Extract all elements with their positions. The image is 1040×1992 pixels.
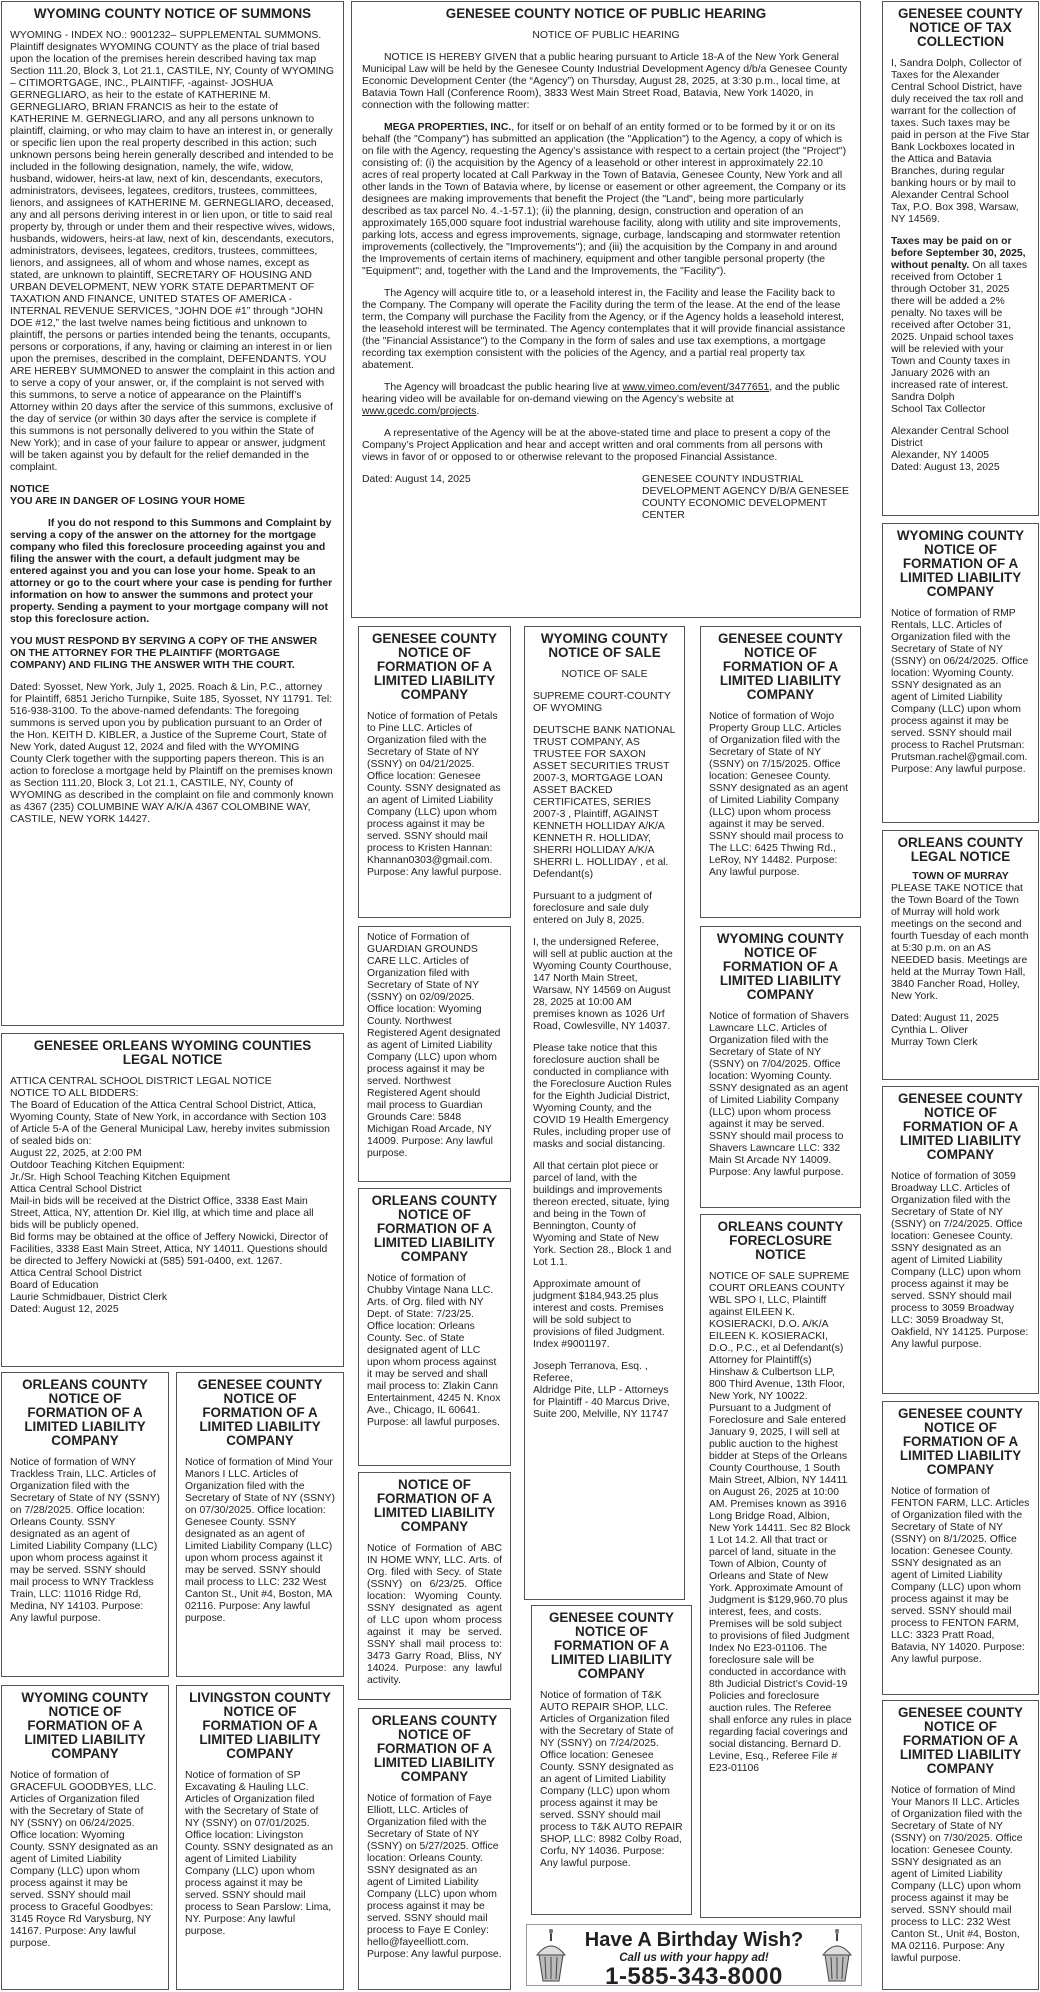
notice-body-text: , and the public hearing video will be available for on-demand viewing on the Agency’s website at xyxy=(362,382,840,405)
cupcake-icon xyxy=(533,1929,569,1983)
notice-body: Notice of Formation of ABC IN HOME WNY, LLC. Arts. of Org. filed with Secy. of State (SSNY) on 6/23/25. Office location: Wyoming County. SSNY designated as agent of LLC upon whom process against it may be served. SSNY shall mail process to: 3473 Garry Road, Bliss, NY 14024. Purpose: any lawful activity. xyxy=(367,1543,502,1686)
notice-dated: Dated: August 11, 2025 Cynthia L. Oliver Murray Town Clerk xyxy=(891,1013,999,1048)
notice-body: DEUTSCHE BANK NATIONAL TRUST COMPANY, AS TRUSTEE FOR SAXON ASSET SECURITIES TRUST 2007-3, MORTGAGE LOAN ASSET BACKED CERTIFICATES, SERIES 2007-3 , Plaintiff, AGAINST KENNETH HOLLIDAY A/K/A KENNETH R. HOLLIDAY, SHERRI HOLLIDAY A/K/A SHERRI L. HOLLIDAY , et al. Defendant(s) xyxy=(533,725,676,880)
notice-body: Notice of formation of 3059 Broadway LLC. Articles of Organization filed with the Secretary of State of NY (SSNY) on 7/24/2025. Office location: Genesee County. SSNY designated as an agent of Limited Liability Company (LLC) upon whom process against it may be served. SSNY should mail process to 3059 Broadway LLC: 3059 Broadway St, Oakfield, NY 14125. Purpose: Any lawful purpose. xyxy=(891,1171,1029,1350)
company-name: MEGA PROPERTIES, INC. xyxy=(384,122,512,133)
llc-sp-excavating-notice xyxy=(176,1685,344,1990)
notice-body: A representative of the Agency will be at the above-stated time and place to present a copy of the Company’s Project Application and hear and accept written and oral comments from all persons with views in favor of or opposed to or otherwise relevant to the proposed Financial Assistance. xyxy=(362,428,831,463)
cupcake-icon xyxy=(819,1929,855,1983)
llc-wojo-property-notice xyxy=(700,626,861,918)
notice-title: GENESEE COUNTY NOTICE OF PUBLIC HEARING xyxy=(445,6,767,21)
notice-heading: NOTICE YOU ARE IN DANGER OF LOSING YOUR HOME xyxy=(10,484,245,507)
wyoming-notice-of-sale xyxy=(524,626,685,1600)
attica-legal-notice xyxy=(1,1033,344,1367)
notice-title: GENESEE COUNTY NOTICE OF TAX COLLECTION xyxy=(897,6,1023,49)
notice-title: ORLEANS COUNTY LEGAL NOTICE xyxy=(897,835,1024,864)
notice-title: GENESEE COUNTY NOTICE OF FORMATION OF A LIMITED LIABILITY COMPANY xyxy=(548,1610,674,1681)
notice-body-text: . xyxy=(476,406,480,417)
llc-rmp-rentals-notice xyxy=(882,523,1039,823)
notice-body: I, the undersigned Referee, will sell at public auction at the Wyoming County Courthouse, 147 North Main Street, Warsaw, NY 14569 on August 28, 2025 at 10:00 AM premises known as 1026 Urf Road, Cowlesville, NY 14037. xyxy=(533,937,673,1032)
notice-title: ORLEANS COUNTY NOTICE OF FORMATION OF A LIMITED LIABILITY COMPANY xyxy=(22,1377,148,1448)
notice-body: If you do not respond to this Summons and Complaint by serving a copy of the answer on the attorney for the mortgage company who filed this foreclosure proceeding against you and filing the answer with the court, a default judgment may be entered against you and you can lose your home. Speak to an attorney or go to the court where your case is pending for further information on how to answer the summons and protect your property. Sending a payment to your mortgage company will not stop this foreclosure action. xyxy=(10,518,333,625)
notice-body: All that certain plot piece or parcel of land, with the buildings and improvements thereon erected, situate, lying and being in the Town of Bennington, County of Wyoming and State of New York. Section 28., Block 1 and Lot 1.1. xyxy=(533,1161,672,1268)
notice-body: NOTICE OF SALE SUPREME COURT ORLEANS COUNTY WBL SPO I, LLC, Plaintiff against EILEEN K. KOSIERACKI, D.O. A/K/A EILEEN K. KOSIERACKI, D.O., P.C., et al Defendant(s) Attorney for Plaintiff(s) Hinshaw & Culbertson LLP, 800 Third Avenue, 13th Floor, New York, NY 10022. Pursuant to a Judgment of Foreclosure and Sale entered January 9, 2025, I will sell at public auction to the highest bidder at Steps of the Orleans County Courthouse, 1 South Main Street, Albion, NY 14411 on August 26, 2025 at 10:00 AM. Premises known as 3916 Long Bridge Road, Albion, New York 14411. Sec 82 Block 1 Lot 14.2. All that tract or parcel of land, situate in the Town of Albion, County of Orleans and State of New York. Approximate Amount of Judgment is $129,960.70 plus interest, fees, and costs. Premises will be sold subject to provisions of filed Judgment Index No E23-01106. The foreclosure sale will be conducted in accordance with 8th Judicial District’s Covid-19 Policies and foreclosure auction rules. The Referee shall enforce any rules in place regarding facial coverings and social distancing. Bernard D. Levine, Esq., Referee File # E23-01106 xyxy=(709,1271,852,1774)
notice-title: GENESEE COUNTY NOTICE OF FORMATION OF A LIMITED LIABILITY COMPANY xyxy=(897,1705,1023,1776)
notice-body: Notice of Formation of GUARDIAN GROUNDS CARE LLC. Articles of Organization filed with Secretary of State of NY (SSNY) on 02/09/2025. Office location: Wyoming County. Northwest Registered Agent designated as agent of Limited Liability Company (LLC) upon whom process against it may be served. Northwest Registered Agent should mail process to Guardian Grounds Care: 5848 Michigan Road Arcade, NY 14009. Purpose: Any lawful purpose. xyxy=(367,932,501,1159)
ad-headline: Have A Birthday Wish? xyxy=(584,1929,804,1951)
gcedc-link[interactable]: www.gcedc.com/projects xyxy=(362,406,477,417)
llc-fenton-farm-notice xyxy=(882,1401,1039,1695)
llc-chubby-vintage-notice xyxy=(358,1188,511,1466)
notice-body: Dated: Syosset, New York, July 1, 2025. Roach & Lin, P.C., attorney for Plaintiff, 6851 Jericho Turnpike, Suite 185, Syosset, NY 11791. Tel: 516-938-3100. To the above-named defendants: The foregoing summons is served upon you by publication pursuant to an Order of the Hon. KEITH D. KIBLER, a Justice of the Supreme Court, State of New York, dated August 12, 2024 and filed with the WYOMING County Clerk together with the supporting papers thereon. This is an action to foreclose a mortgage held by Plaintiff on the premises known as Section 111.20, Block 3, Lot 21.1, CASTILE, NY, County of WYOMING as described in the complaint on file and commonly known as 4367 (235) COLUMBINE WAY A/K/A 4367 COLOMBINE WAY, CASTILE, NEW YORK 14427. xyxy=(10,682,334,825)
notice-body: WYOMING - INDEX NO.: 9001232– SUPPLEMENTAL SUMMONS. Plaintiff designates WYOMING COUNTY as the place of trial based upon the location of the premises herein described having tax map Section 111.20, Block 3, Lot 21.1, CASTILE, NY, County of WYOMING – CITIMORTGAGE, INC., PLAINTIFF, -against- JOSHUA GERNEGLIARO, as heir to the estate of KATHERINE M. GERNEGLIARO, BRIAN FRANCIS as heir to the estate of KATHERINE M. GERNEGLIARO, and any all persons unknown to plaintiff, claiming, or who may claim to have an interest in, or generally or specific lien upon the real property described in this action; such unknown persons being herein generally described and intended to be included in the following designation, namely, the wife, widow, husband, widower, heirs-at law, next of kin, descendants, executors, administrators, devisees, legatees, creditors, trustees, committees, lienors, and assignees of KATHERINE M. GERNEGLIARO, deceased, any and all persons deriving interest in or lien upon, or title to said real property by, through or under them and their respective wives, widows, husbands, widowers, heirs-at law, next of kin, descendants, executors, administrators, devisees, legatees, creditors, trustees, committees, lienors, and assignees, all of whom and whose names, except as stated, are unknown to plaintiff, SECRETARY OF HOUSING AND URBAN DEVELOPMENT, NEW YORK STATE DEPARTMENT OF TAXATION AND FINANCE, UNITED STATES OF AMERICA - INTERNAL REVENUE SERVICES, “JOHN DOE #1” through “JOHN DOE #12,” the last twelve names being fictitious and unknown to plaintiff, the persons or parties intended being the tenants, occupants, persons or corporations, if any, having or claiming an interest in or lien upon the premises, described in the complaint, DEFENDANTS. YOU ARE HEREBY SUMMONED to answer the complaint in this action and to serve a copy of your answer, or, if the complaint is not served with this summons, to serve a notice of appearance on the Plaintiff’s Attorney within 20 days after the service of this summons, exclusive of the day of service (or within 30 days after the service is complete if this summons is not personally delivered to you within the State of New York); and in case of your failure to appear or answer, judgment will be taken against you by default for the relief demanded in the complaint. xyxy=(10,30,335,473)
llc-mind-your-manors-i-notice xyxy=(176,1372,344,1677)
notice-body: SUPREME COURT-COUNTY OF WYOMING xyxy=(533,691,671,714)
birthday-wish-ad[interactable] xyxy=(526,1924,862,1990)
notice-body: Alexander Central School District Alexander, NY 14005 Dated: August 13, 2025 xyxy=(891,426,1009,473)
notice-body: Approximate amount of judgment $184,943.25 plus interest and costs. Premises will be sold subject to provisions of filed Judgment. Index #9001197. xyxy=(533,1279,665,1350)
notice-body: Notice of formation of RMP Rentals, LLC. Articles of Organization filed with the Secretary of State of NY (SSNY) on 06/24/2025. Office location: Wyoming County. SSNY designated as an agent of Limited Liability Company (LLC) upon whom process against it may be served. SSNY should mail process to Rachel Prutsman: Prutsman.rachel@gmail.com. Purpose: Any lawful purpose. xyxy=(891,608,1029,775)
llc-3059-broadway-notice xyxy=(882,1086,1039,1394)
notice-body: Notice of formation of WNY Trackless Train, LLC. Articles of Organization filed with the Secretary of State of NY (SSNY) on 7/28/2025. Office location: Orleans County. SSNY designated as an agent of Limited Liability Company (LLC) upon whom process against it may be served. SSNY should mail process to WNY Trackless Train, LLC: 11016 Ridge Rd, Medina, NY 14103. Purpose: Any lawful purpose. xyxy=(10,1457,160,1624)
notice-title: GENESEE COUNTY NOTICE OF FORMATION OF A LIMITED LIABILITY COMPANY xyxy=(197,1377,323,1448)
llc-mind-your-manors-ii-notice xyxy=(882,1700,1039,1990)
ad-phone[interactable]: 1-585-343-8000 xyxy=(605,1963,783,1990)
notice-title: GENESEE COUNTY NOTICE OF FORMATION OF A LIMITED LIABILITY COMPANY xyxy=(717,631,843,702)
tax-collection-notice xyxy=(882,1,1039,516)
notice-body: PLEASE TAKE NOTICE that the Town Board of the Town of Murray will hold work meetings on the second and fourth Tuesday of each month at 5:30 p.m. on an AS NEEDED basis. Meetings are held at the Murray Town Hall, 3840 Fancher Road, Holley, New York. xyxy=(891,883,1029,1002)
penalty-deadline: Taxes may be paid on or before September 30, 2025, without penalty. xyxy=(891,236,1026,271)
notice-body: Notice of formation of Mind Your Manors I LLC. Articles of Organization filed with the Secretary of State of NY (SSNY) on 07/30/2025. Office location: Genesee County. SSNY designated as an agent of Limited Liability Company (LLC) upon whom process against it may be served. SSNY should mail process to LLC: 232 West Canton St., Unit #4, Boston, MA 02116. Purpose: Any lawful purpose. xyxy=(185,1457,335,1624)
notice-body: Notice of formation of T&K AUTO REPAIR SHOP, LLC. Articles of Organization filed with the Secretary of State of NY (SSNY) on 7/24/2025. Office location: Genesee County. SSNY designated as an agent of Limited Liability Company (LLC) upon whom process against it may be served. SSNY should mail process to T&K AUTO REPAIR SHOP, LLC: 8982 Colby Road, Corfu, NY 14036. Purpose: Any lawful purpose. xyxy=(540,1690,683,1869)
notice-body: Notice of formation of Shavers Lawncare LLC. Articles of Organization filed with the Secretary of State of NY (SSNY) on 7/04/2025. Office location: Wyoming County. SSNY designated as an agent of Limited Liability Company (LLC) upon whom process against it may be served. SSNY should mail process to Shavers Lawncare LLC: 332 Main St Arcade NY 14009. Purpose: Any lawful purpose. xyxy=(709,1011,849,1178)
llc-shavers-lawncare-notice xyxy=(700,926,861,1208)
notice-body: Notice of formation of FENTON FARM, LLC. Articles of Organization filed with the Secretary of State of NY (SSNY) on 8/1/2025. Office location: Genesee County. SSNY designated as an agent of Limited Liability Company (LLC) upon whom process against it may be served. SSNY should mail process to FENTON FARM, LLC: 3323 Pratt Road, Batavia, NY 14020. Purpose: Any lawful purpose. xyxy=(891,1486,1030,1665)
notice-title: ORLEANS COUNTY FORECLOSURE NOTICE xyxy=(717,1219,844,1262)
notice-body: Pursuant to a judgment of foreclosure and sale duly entered on July 8, 2025. xyxy=(533,891,652,926)
notice-body: Joseph Terranova, Esq. , Referee, Aldridge Pite, LLP - Attorneys for Plaintiff - 40 Marcus Drive, Suite 200, Melville, NY 11747 xyxy=(533,1361,670,1420)
llc-abc-in-home-notice xyxy=(358,1472,511,1700)
notice-title: WYOMING COUNTY NOTICE OF SALE xyxy=(540,631,669,660)
notice-body: ATTICA CENTRAL SCHOOL DISTRICT LEGAL NOTICE NOTICE TO ALL BIDDERS: The Board of Education of the Attica Central School District, Attica, Wyoming County, State of New York, in accordance with Section 103 of Article 5-A of the General Municipal Law, hereby invites submission of sealed bids on: August 22, 2025, at 2:00 PM Outdoor Teaching Kitchen Equipment: Jr./Sr. High School Teaching Kitchen Equipment Attica Central School District Mail-in bids will be received at the District Office, 3338 East Main Street, Attica, NY, attention Dr. Kiel Illg, at which time and place all bids will be publicly opened. Bid forms may be obtained at the office of Jeffery Nowicki, Director of Facilities, 3338 East Main Street, Attica, NY 14011. Questions should be directed to Jeffery Nowicki at (585) 591-0400, ext. 1267. Attica Central School District Board of Education Laurie Schmidbauer, District Clerk Dated: August 12, 2025 xyxy=(10,1076,330,1315)
notice-body: Notice of formation of SP Excavating & Hauling LLC. Articles of Organization filed with the Secretary of State of NY (SSNY) on 07/01/2025. Office location: Livingston County. SSNY designated as an agent of Limited Liability Company (LLC) upon whom process against it may be served. SSNY should mail process to Sean Parslow: Lima, NY. Purpose: Any lawful purpose. xyxy=(185,1770,334,1937)
notice-title: LIVINGSTON COUNTY NOTICE OF FORMATION OF A LIMITED LIABILITY COMPANY xyxy=(189,1690,331,1761)
notice-title: GENESEE COUNTY NOTICE OF FORMATION OF A LIMITED LIABILITY COMPANY xyxy=(897,1091,1023,1162)
wyoming-summons-notice xyxy=(1,1,344,1026)
notice-body: Please take notice that this foreclosure auction shall be conducted in compliance with the Foreclosure Auction Rules for the Eighth Judicial District, Wyoming County, and the COVID 19 Health Emergency Rules, including proper use of masks and social distancing. xyxy=(533,1043,672,1150)
notice-title: ORLEANS COUNTY NOTICE OF FORMATION OF A LIMITED LIABILITY COMPANY xyxy=(371,1713,498,1784)
notice-title: WYOMING COUNTY NOTICE OF FORMATION OF A LIMITED LIABILITY COMPANY xyxy=(716,931,845,1002)
notice-body-text: The Agency will broadcast the public hearing live at xyxy=(384,382,623,393)
notice-title: GENESEE ORLEANS WYOMING COUNTIES LEGAL NOTICE xyxy=(33,1038,312,1067)
llc-graceful-goodbyes-notice xyxy=(1,1685,169,1990)
notice-body-text: On all taxes received from October 1 through October 31, 2025 there will be added a 2% penalty. No taxes will be received after October 31, 2025. Unpaid school taxes will be relevied with your Town and County taxes in January 2026 with an increased rate of interest. Sandra Dolph School Tax Collector xyxy=(891,260,1028,415)
notice-title: WYOMING COUNTY NOTICE OF FORMATION OF A LIMITED LIABILITY COMPANY xyxy=(21,1690,149,1761)
llc-tk-auto-notice xyxy=(531,1605,692,1915)
notice-title: GENESEE COUNTY NOTICE OF FORMATION OF A LIMITED LIABILITY COMPANY xyxy=(371,631,497,702)
notice-body: Notice of formation of Chubby Vintage Nana LLC. Arts. of Org. filed with NY Dept. of State: 7/23/25. Office location: Orleans County. Sec. of State designated agent of LLC upon whom process against it may be served and shall mail process to: Zlakin Cann Entertainment, 4245 N. Knox Ave., Chicago, IL 60641. Purpose: all lawful purposes. xyxy=(367,1273,501,1428)
notice-title: GENESEE COUNTY NOTICE OF FORMATION OF A LIMITED LIABILITY COMPANY xyxy=(897,1406,1023,1477)
notice-title: NOTICE OF FORMATION OF A LIMITED LIABILITY COMPANY xyxy=(373,1477,496,1534)
notice-body: NOTICE IS HEREBY GIVEN that a public hearing pursuant to Article 18-A of the New York General Municipal Law will be held by the Genesee County Industrial Development Agency d/b/a Genesee County Economic Development Center (the “Agency”) on Thursday, August 28, 2025, at 3:30 p.m., local time, at Batavia Town Hall (Conference Room), 3833 West Main Street Road, Batavia, New York 14020, in connection with the following matter: xyxy=(362,52,848,111)
vimeo-link[interactable]: www.vimeo.com/event/3477651 xyxy=(622,382,770,393)
notice-body: I, Sandra Dolph, Collector of Taxes for the Alexander Central School District, have duly received the tax roll and warrant for the collection of taxes. Such taxes may be paid in person at the Five Star Bank Lockboxes located in the Attica and Batavia Branches, during regular banking hours or by mail to Alexander Central School Tax, P.O. Box 398, Warsaw, NY 14569. xyxy=(891,58,1030,225)
notice-body: Notice of formation of GRACEFUL GOODBYES, LLC. Articles of Organization filed with the Secretary of State of NY (SSNY) on 06/24/2025. Office location: Wyoming County. SSNY designated as an agent of Limited Liability Company (LLC) upon whom process against it may be served. SSNY should mail process to Graceful Goodbyes: 3145 Royce Rd Varysburg, NY 14167. Purpose: Any lawful purpose. xyxy=(10,1770,159,1949)
notice-body: Notice of formation of Faye Elliott, LLC. Articles of Organization filed with the Secretary of State of NY (SSNY) on 5/27/2025. Office location: Orleans County. SSNY designated as an agent of Limited Liability Company (LLC) upon whom process against it may be served. SSNY should mail process to Faye E Conley: hello@fayeelliott.com. Purpose: Any lawful purpose. xyxy=(367,1793,502,1960)
orleans-foreclosure-notice xyxy=(700,1214,861,1918)
notice-subtitle: NOTICE OF PUBLIC HEARING xyxy=(532,30,680,41)
notice-body xyxy=(891,236,1030,416)
notice-body: Notice of formation of Mind Your Manors II LLC. Articles of Organization filed with the Secretary of State of NY (SSNY) on 7/30/2025. Office location: Genesee County. SSNY designated as an agent of Limited Liability Company (LLC) upon whom process against it may be served. SSNY should mail process to LLC: 232 West Canton St., Unit #4, Boston, MA 02116. Purpose: Any lawful purpose. xyxy=(891,1785,1023,1964)
notice-body-text: , for itself or on behalf of an entity formed or to be formed by it or on its behalf (the "Company") has submitted an application (the "Application") to the Agency, a copy of which is on file with the Agency, requesting the Agency’s assistance with respect to a certain project (the "Project") consisting of: (i) the acquisition by the Agency of a leasehold or other interest in approximately 22.10 acres of real property located at Call Parkway in the Town of Batavia, Genesee County, New York and all other lands in the Town of Batavia where, by license or easement or other agreement, the Company or its designees are making improvements that benefit the Project (the "Land", being more particularly described as tax parcel No. 4.-1-57.1); (ii) the planning, design, construction and operation of an approximately 165,000 square foot industrial warehouse facility, along with utility and site improvements, parking lots, access and egress improvements, signage, curbage, landscaping and stormwater retention improvements (collectively, the "Improvements"); and (iii) the acquisition by the Company in and around the Improvements of certain items of machinery, equipment and other tangible personal property (the "Equipment"; and, together with the Land and the Improvements, the "Facility"). xyxy=(362,122,847,277)
notice-body: The Agency will acquire title to, or a leasehold interest in, the Facility and lease the Facility back to the Company. The Company will operate the Facility during the term of the lease. At the end of the lease term, the Company will purchase the Facility from the Agency, or if the Agency holds a leasehold interest, the leasehold interest will be terminated. The Agency contemplates that it will provide financial assistance (the "Financial Assistance") to the Company in the form of sales and use tax exemptions, a mortgage recording tax exemption consistent with the policies of the Agency, and a partial real property tax abatement. xyxy=(362,288,846,371)
town-of-murray-notice xyxy=(882,830,1039,1080)
llc-faye-elliott-notice xyxy=(358,1708,511,1990)
notice-subtitle: NOTICE OF SALE xyxy=(561,669,648,680)
llc-wny-trackless-notice xyxy=(1,1372,169,1677)
notice-body: Notice of formation of Wojo Property Group LLC. Articles of Organization filed with the Secretary of State of NY (SSNY) on 7/15/2025. Office location: Genesee County. SSNY designated as an agent of Limited Liability Company (LLC) upon whom process against it may be served. SSNY should mail process to The LLC: 6425 Thwing Rd., LeRoy, NY 14482. Purpose: Any lawful purpose. xyxy=(709,711,849,878)
llc-petals-to-pine-notice xyxy=(358,626,511,918)
notice-body xyxy=(362,122,850,278)
notice-body: Notice of formation of Petals to Pine LLC. Articles of Organization filed with the Secretary of State of NY (SSNY) on 04/21/2025. Office location: Genesee County. SSNY designated as an agent of Limited Liability Company (LLC) upon whom process against it may be served. SSNY should mail process to Kristen Hannan: Khannan0303@gmail.com. Purpose: Any lawful purpose. xyxy=(367,711,502,878)
notice-body xyxy=(362,382,850,418)
notice-title: ORLEANS COUNTY NOTICE OF FORMATION OF A LIMITED LIABILITY COMPANY xyxy=(371,1193,498,1264)
genesee-public-hearing-notice xyxy=(351,1,861,618)
notice-signer: GENESEE COUNTY INDUSTRIAL DEVELOPMENT AGENCY D/B/A GENESEE COUNTY ECONOMIC DEVELOPMENT CENTER xyxy=(642,474,849,521)
notice-title: WYOMING COUNTY NOTICE OF SUMMONS xyxy=(33,6,312,21)
ad-tagline: Call us with your happy ad! xyxy=(619,1952,769,1964)
notice-subtitle: TOWN OF MURRAY xyxy=(912,871,1009,882)
llc-guardian-grounds-notice xyxy=(358,926,511,1182)
notice-dated: Dated: August 14, 2025 xyxy=(362,474,471,485)
notice-title: WYOMING COUNTY NOTICE OF FORMATION OF A LIMITED LIABILITY COMPANY xyxy=(896,528,1025,599)
notice-body: YOU MUST RESPOND BY SERVING A COPY OF THE ANSWER ON THE ATTORNEY FOR THE PLAINTIFF (MORTGAGE COMPANY) AND FILING THE ANSWER WITH THE COURT. xyxy=(10,636,318,671)
